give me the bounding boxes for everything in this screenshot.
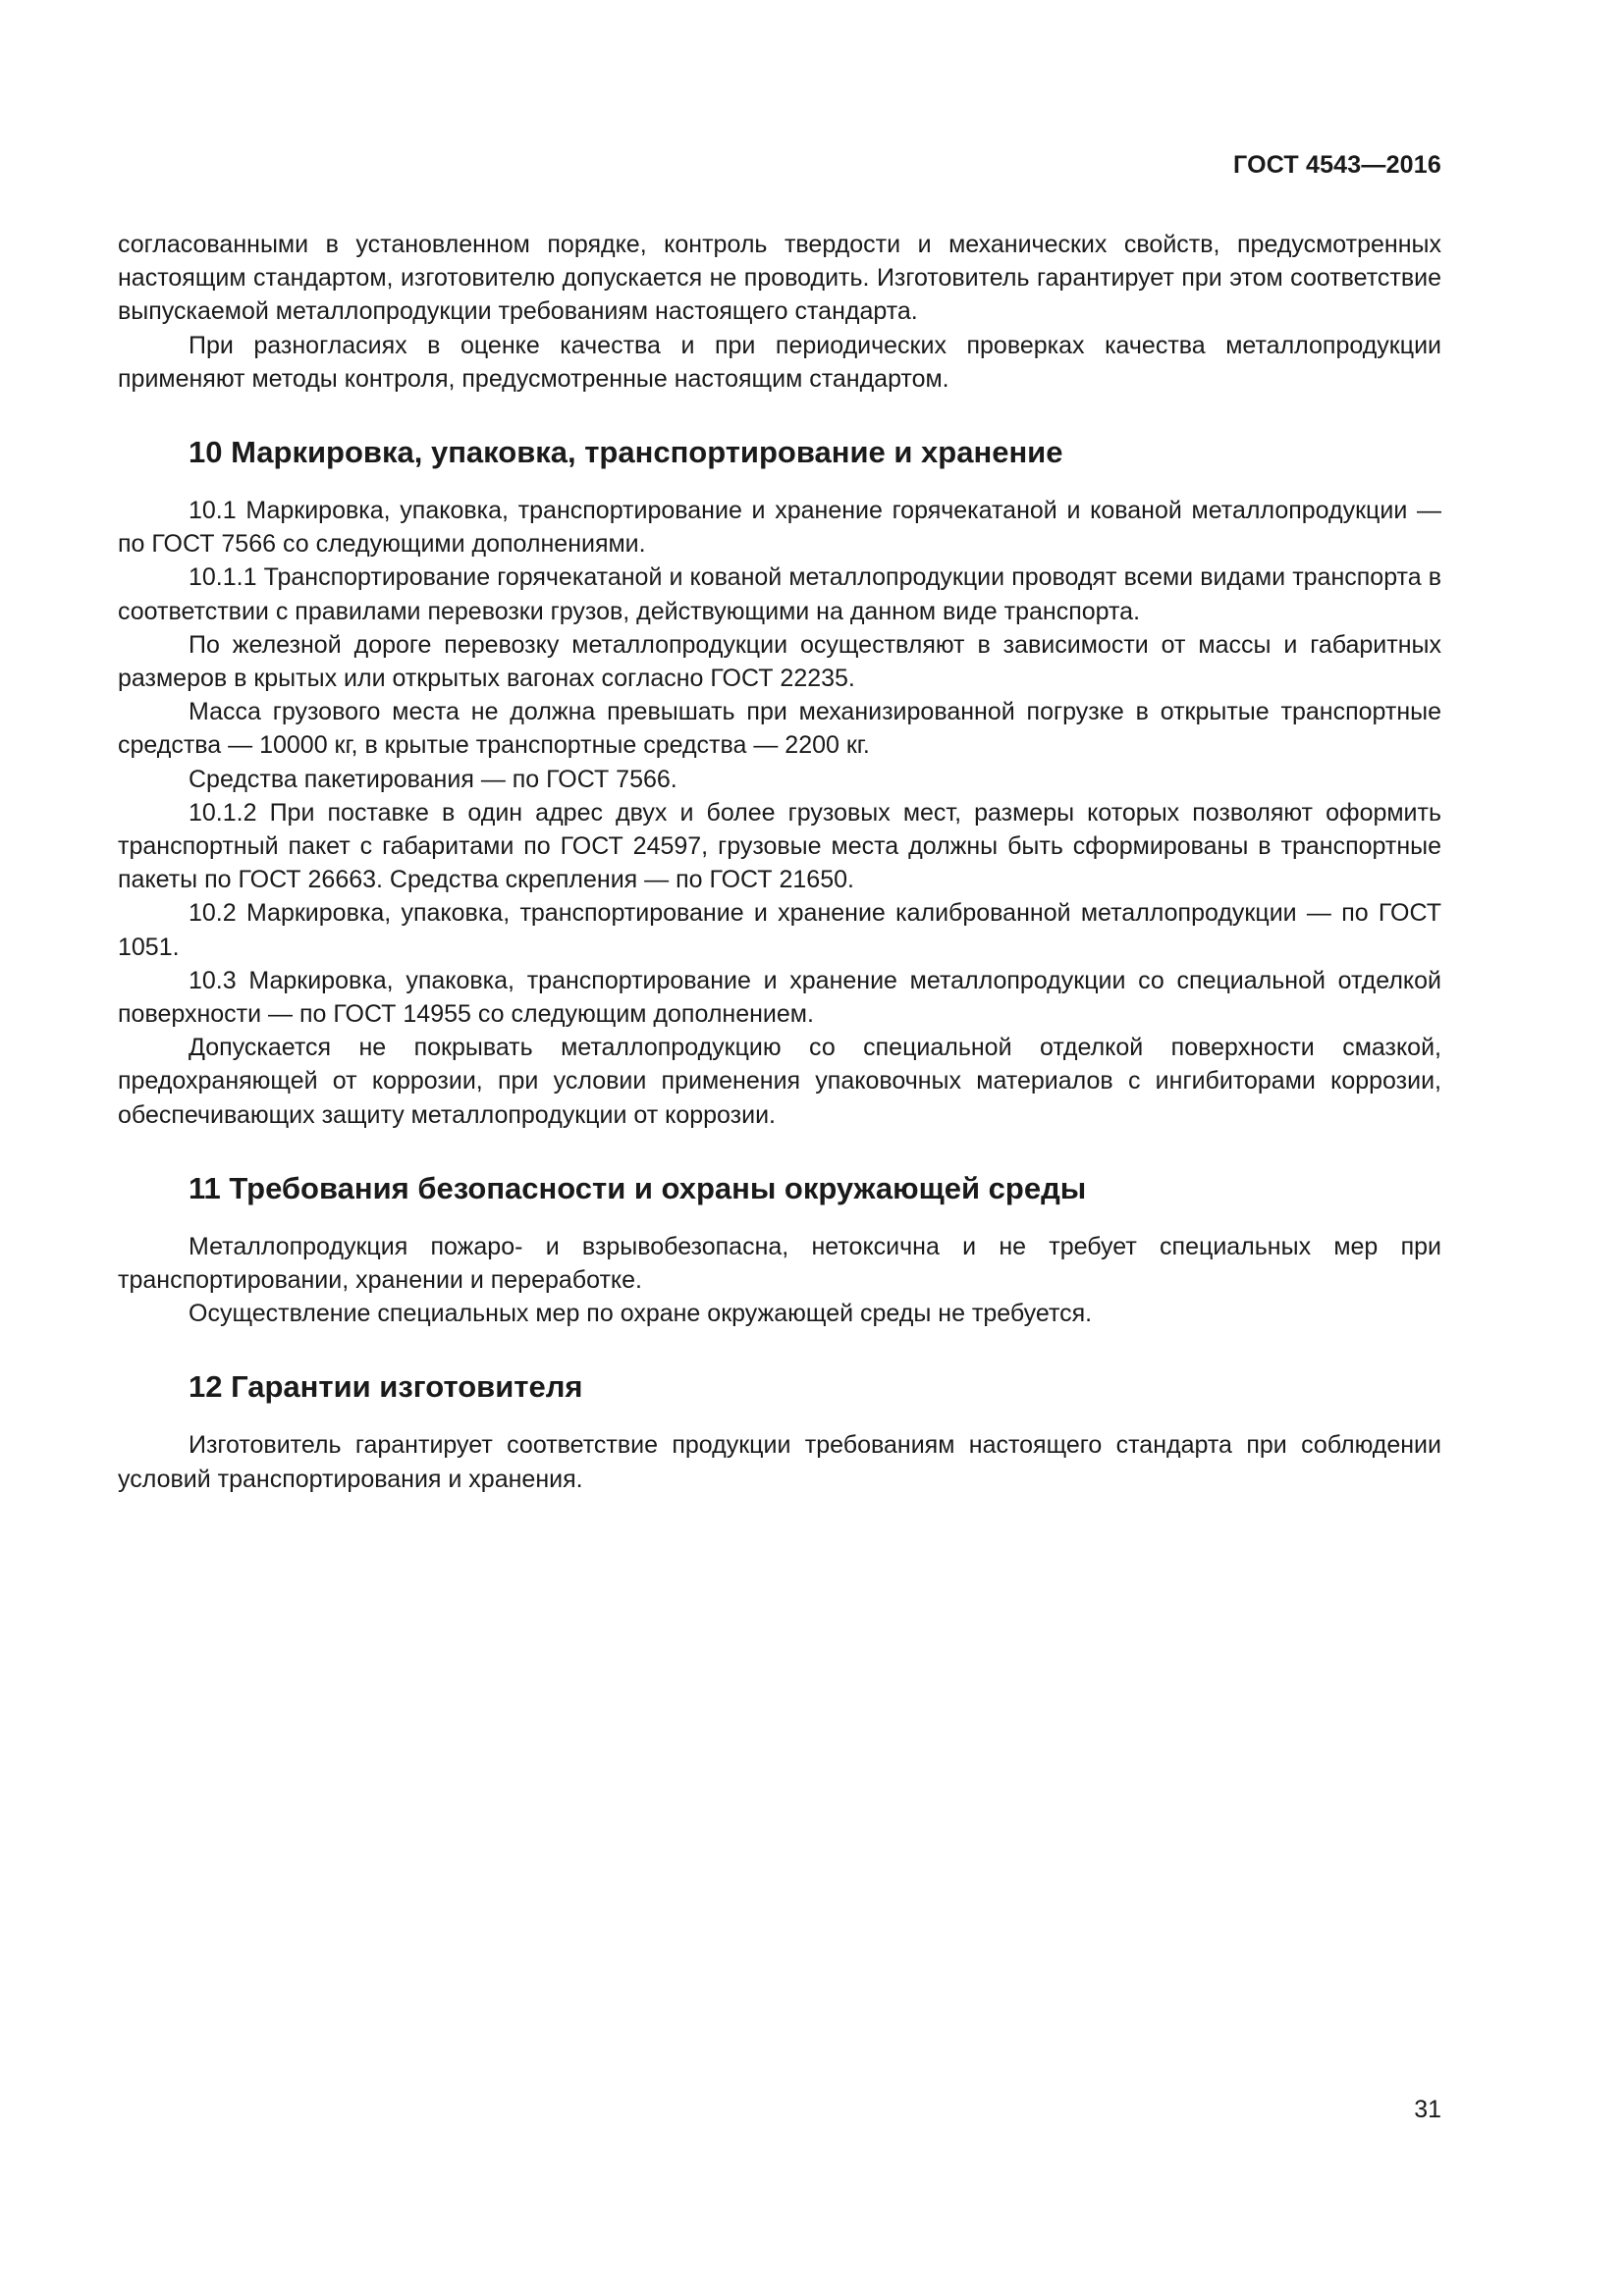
page-number: 31	[1414, 2096, 1441, 2123]
paragraph: 10.1 Маркировка, упаковка, транспортирование и хранение горячекатаной и кованой металлопродукции — по ГОСТ 7566 со следующими дополнениями.	[118, 497, 1441, 559]
paragraph: 10.3 Маркировка, упаковка, транспортирование и хранение металлопродукции со специальной отделкой поверхности — по ГОСТ 14955 со следующим дополнением.	[118, 966, 1441, 1029]
paragraph: По железной дороге перевозку металлопродукции осуществляют в зависимости от массы и габаритных размеров в крытых или открытых вагонах согласно ГОСТ 22235.	[118, 630, 1441, 693]
paragraph: Допускается не покрывать металлопродукцию со специальной отделкой поверхности смазкой, предохраняющей от коррозии, при условии применения упаковочных материалов с ингибиторами коррозии, обеспечивающих защиту металлопродукции от коррозии.	[118, 1034, 1441, 1129]
paragraph: 10.1.1 Транспортирование горячекатаной и кованой металлопродукции проводят всеми видами транспорта в соответствии с правилами перевозки грузов, действующими на данном виде транспорта.	[118, 563, 1441, 625]
paragraph: 10.2 Маркировка, упаковка, транспортирование и хранение калиброванной металлопродукции — по ГОСТ 1051.	[118, 899, 1441, 961]
paragraph: При разногласиях в оценке качества и при периодических проверках качества металлопродукции применяют методы контроля, предусмотренные настоящим стандартом.	[118, 331, 1441, 393]
paragraph: Осуществление специальных мер по охране окружающей среды не требуется.	[189, 1300, 1093, 1328]
paragraph: Средства пакетирования — по ГОСТ 7566.	[189, 765, 677, 793]
paragraph: 10.1.2 При поставке в один адрес двух и более грузовых мест, размеры которых позволяют оформить транспортный пакет с габаритами по ГОСТ 24597, грузовые места должны быть сформированы в транспортные пакеты по ГОСТ 26663. Средства скрепления — по ГОСТ 21650.	[118, 798, 1441, 894]
section-heading-11: 11 Требования безопасности и охраны окружающей среды	[189, 1170, 1087, 1205]
paragraph: Изготовитель гарантирует соответствие продукции требованиям настоящего стандарта при соблюдении условий транспортирования и хранения.	[118, 1431, 1441, 1493]
document-id-header: ГОСТ 4543—2016	[1233, 151, 1441, 179]
section-heading-10: 10 Маркировка, упаковка, транспортирование и хранение	[189, 435, 1063, 470]
paragraph-continuation: согласованными в установленном порядке, контроль твердости и механических свойств, предусмотренных настоящим стандартом, изготовителю допускается не проводить. Изготовитель гарантирует при этом соответствие выпускаемой металлопродукции требованиям настоящего стандарта.	[118, 231, 1441, 326]
document-body	[118, 228, 1441, 1496]
paragraph: Металлопродукция пожаро- и взрывобезопасна, нетоксична и не требует специальных мер при транспортировании, хранении и переработке.	[118, 1232, 1441, 1295]
section-heading-12: 12 Гарантии изготовителя	[189, 1369, 583, 1405]
paragraph: Масса грузового места не должна превышать при механизированной погрузке в открытые транспортные средства — 10000 кг, в крытые транспортные средства — 2200 кг.	[118, 698, 1441, 760]
